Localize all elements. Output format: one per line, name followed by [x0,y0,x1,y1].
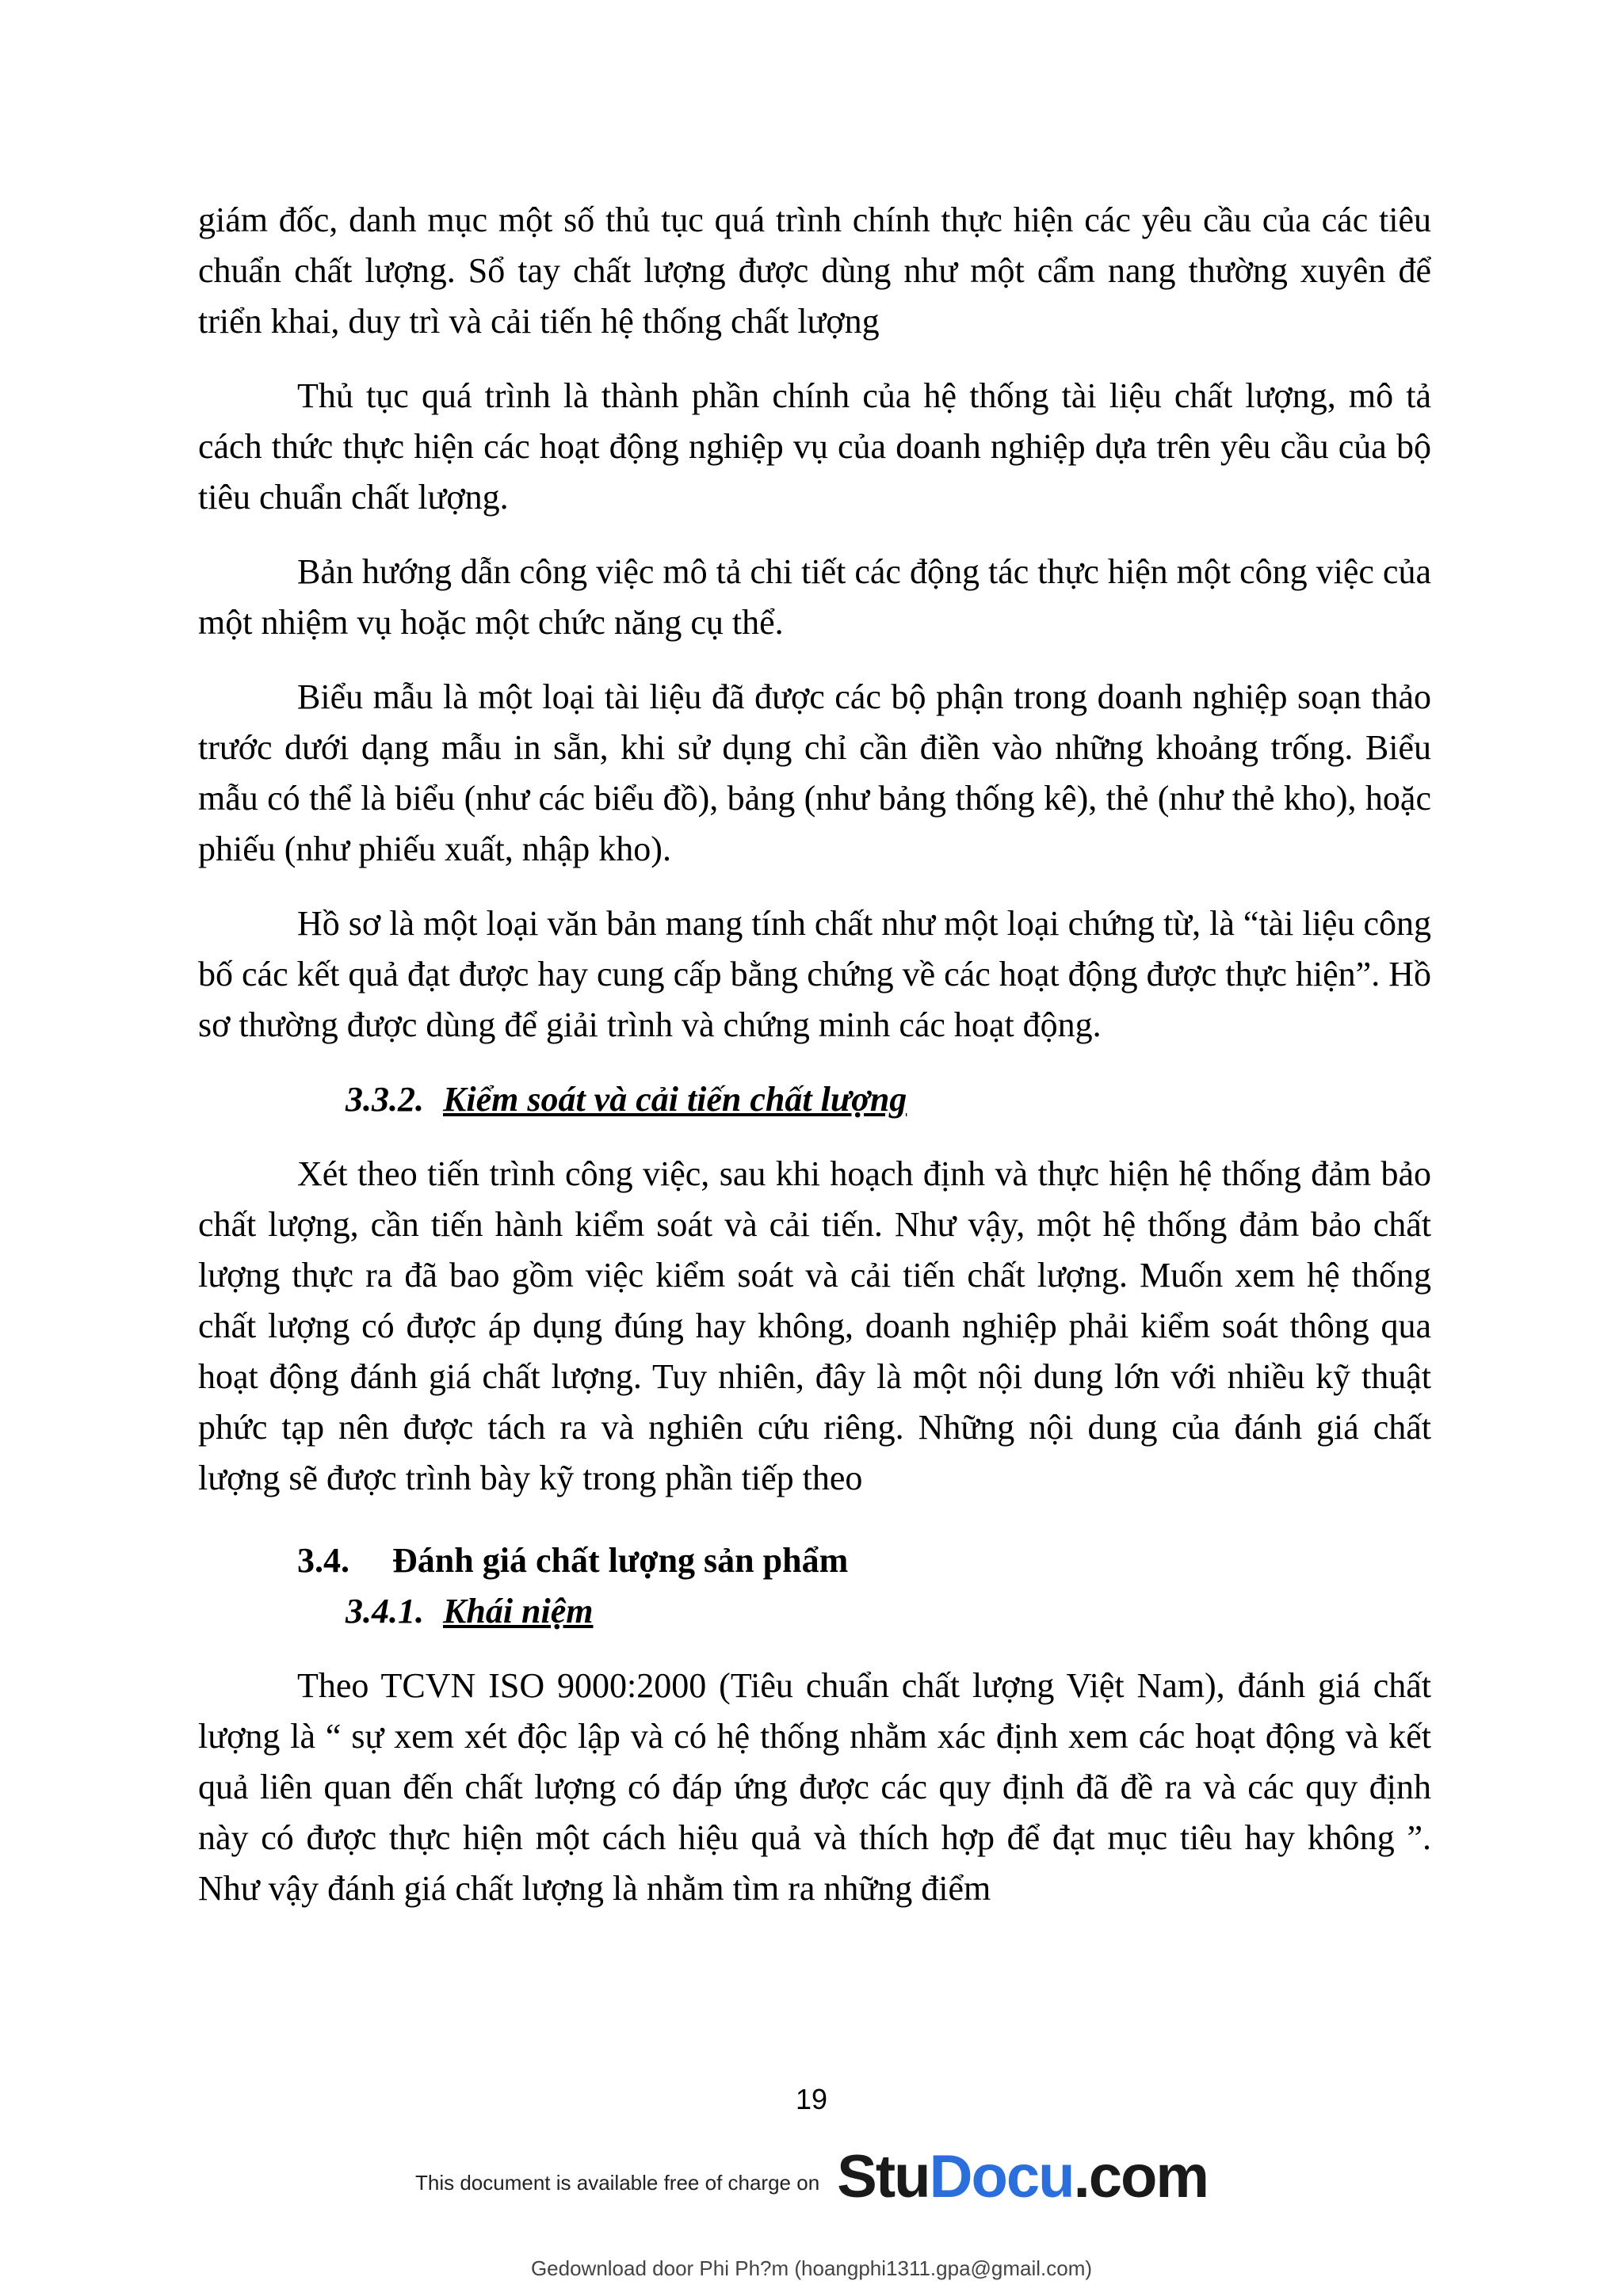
section-title: Kiểm soát và cải tiến chất lượng [443,1080,907,1119]
paragraph-records: Hồ sơ là một loại văn bản mang tính chất như một loại chứng từ, là “tài liệu công bố các kết quả đạt được hay cung cấp bằng chứng về các hoạt động được thực hiện”. Hồ sơ thường được dùng để giải trình và chứng minh các hoạt động. [198,904,1431,1044]
section-title: Đánh giá chất lượng sản phẩm [392,1541,849,1580]
paragraph-concept: Theo TCVN ISO 9000:2000 (Tiêu chuẩn chất lượng Việt Nam), đánh giá chất lượng là “ sự xem xét độc lập và có hệ thống nhằm xác định xem các hoạt động và kết quả liên quan đến chất lượng có đáp ứng được các quy định đã đề ra và các quy định này có được thực hiện một cách hiệu quả và thích hợp để đạt mục tiêu hay không ”. Như vậy đánh giá chất lượng là nhằm tìm ra những điểm [198,1666,1431,1908]
studocu-logo[interactable] [837,2145,1208,2209]
page-number: 19 [795,2083,828,2115]
paragraph-work-instructions: Bản hướng dẫn công việc mô tả chi tiết các động tác thực hiện một công việc của một nhiệm vụ hoặc một chức năng cụ thể. [198,552,1431,642]
download-attribution: Gedownload door Phi Ph?m (hoangphi1311.gpa@gmail.com) [530,2256,1093,2280]
paragraph-control-improvement: Xét theo tiến trình công việc, sau khi hoạch định và thực hiện hệ thống đảm bảo chất lượng, cần tiến hành kiểm soát và cải tiến. Như vậy, một hệ thống đảm bảo chất lượng thực ra đã bao gồm việc kiểm soát và cải tiến chất lượng. Muốn xem hệ thống chất lượng có được áp dụng đúng hay không, doanh nghiệp phải kiểm soát thông qua hoạt động đánh giá chất lượng. Tuy nhiên, đây là một nội dung lớn với nhiều kỹ thuật phức tạp nên được tách ra và nghiên cứu riêng. Những nội dung của đánh giá chất lượng sẽ được trình bày kỹ trong phần tiếp theo [198,1154,1431,1497]
section-number: 3.4.1. [346,1592,424,1630]
paragraph-forms: Biểu mẫu là một loại tài liệu đã được các bộ phận trong doanh nghiệp soạn thảo trước dưới dạng mẫu in sẵn, khi sử dụng chỉ cần điền vào những khoảng trống. Biểu mẫu có thể là biểu (như các biểu đồ), bảng (như bảng thống kê), thẻ (như thẻ kho), hoặc phiếu (như phiếu xuất, nhập kho). [198,677,1431,868]
section-title: Khái niệm [443,1592,594,1630]
logo-part-docu: Docu [929,2143,1074,2210]
page-content [198,195,1431,1938]
logo-part-stu: Stu [837,2143,930,2210]
paragraph-continuation: giám đốc, danh mục một số thủ tục quá trình chính thực hiện các yêu cầu của các tiêu chuẩn chất lượng. Sổ tay chất lượng được dùng như một cẩm nang thường xuyên để triển khai, duy trì và cải tiến hệ thống chất lượng [198,200,1431,341]
footer-banner [0,2139,1623,2215]
logo-part-com: .com [1073,2143,1208,2210]
footer-available-text: This document is available free of charge on [414,2170,820,2195]
section-heading-3-4-1 [198,1586,1431,1637]
section-heading-3-3-2 [198,1074,1431,1125]
section-heading-3-4 [198,1535,1431,1586]
section-number: 3.3.2. [346,1080,424,1119]
section-number: 3.4. [297,1541,349,1580]
paragraph-procedures: Thủ tục quá trình là thành phần chính của hệ thống tài liệu chất lượng, mô tả cách thức thực hiện các hoạt động nghiệp vụ của doanh nghiệp dựa trên yêu cầu của bộ tiêu chuẩn chất lượng. [198,376,1431,517]
